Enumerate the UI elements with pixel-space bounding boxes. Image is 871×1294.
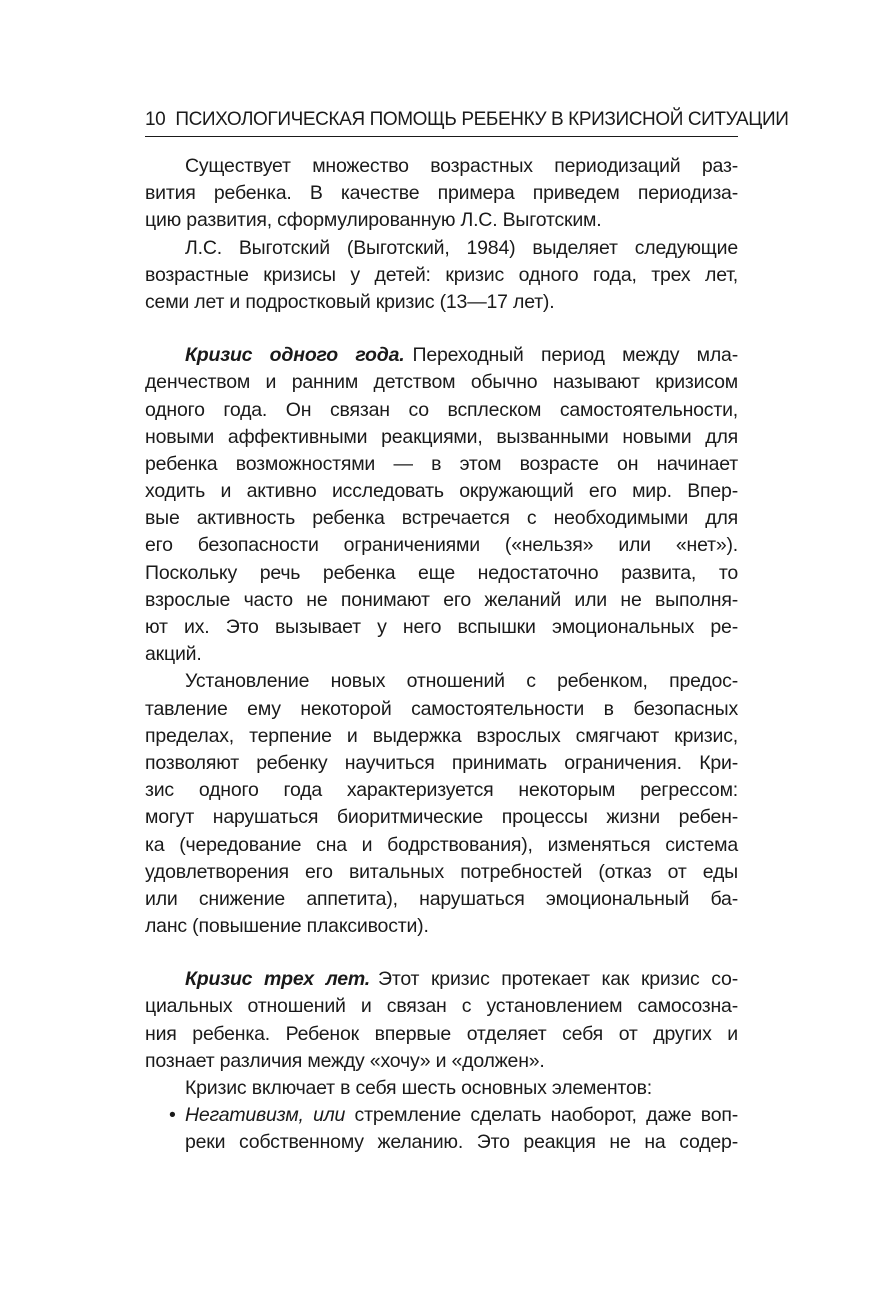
text-line: познает различия между «хочу» и «должен». [145, 1049, 545, 1072]
text-line: одного года. Он связан со всплеском самостоятельности, [145, 398, 738, 421]
text-line: • Негативизм, или стремление сделать наоборот, даже воп- [145, 1102, 738, 1129]
text-line: ния ребенка. Ребенок впервые отделяет себя от других и [145, 1022, 738, 1045]
text-line: Кризис включает в себя шесть основных элементов: [185, 1077, 652, 1099]
list-item [145, 1102, 738, 1156]
header-rule [145, 136, 738, 137]
paragraph-new-relations [145, 668, 738, 940]
text-line: Л.С. Выготский (Выготский, 1984) выделяет следующие [185, 236, 738, 259]
text-line: возрастные кризисы у детей: кризис одного года, трех лет, [145, 263, 738, 286]
text-line: ходить и активно исследовать окружающий его мир. Впер- [145, 480, 738, 503]
section-heading: Кризис трех лет. [185, 968, 370, 991]
section-crisis-three-years [145, 966, 738, 1075]
text-line: Кризис одного года. Переходный период между мла- [185, 344, 738, 367]
text-line: тавление ему некоторой самостоятельности в безопасных [145, 697, 738, 720]
text-line: ланс (повышение плаксивости). [145, 915, 429, 938]
text-line: новыми аффективными реакциями, вызванными новыми для [145, 425, 738, 448]
page-number: 10 [145, 109, 166, 130]
text-line: ка (чередование сна и бодрствования), изменяться система [145, 833, 738, 856]
text-line: могут нарушаться биоритмические процессы жизни ребен- [145, 806, 738, 829]
text-line: пределах, терпение и выдержка взрослых смягчают кризис, [145, 724, 738, 747]
text-line: вые активность ребенка встречается с необходимыми для [145, 507, 738, 530]
text-line: циальных отношений и связан с установлением самосозна- [145, 995, 738, 1018]
section-crisis-one-year [145, 342, 738, 668]
bullet-icon: • [169, 1104, 176, 1127]
body-text [145, 153, 738, 1157]
running-head [145, 107, 789, 133]
text-line: Кризис трех лет. Этот кризис протекает как кризис со- [185, 968, 738, 991]
paragraph-periodizations [145, 153, 738, 235]
paragraph-elements [145, 1075, 738, 1102]
text-line: ребенка возможностями — в этом возрасте он начинает [145, 452, 738, 475]
text-line: цию развития, сформулированную Л.С. Выготским. [145, 209, 602, 232]
section-heading: Кризис одного года. [185, 344, 405, 367]
text-line: ют их. Это вызывает у него вспышки эмоциональных ре- [145, 616, 738, 638]
text-line: акций. [145, 643, 202, 666]
text-line: семи лет и подростковый кризис (13—17 лет). [145, 290, 555, 313]
running-head-title: ПСИХОЛОГИЧЕСКАЯ ПОМОЩЬ РЕБЕНКУ В КРИЗИСНОЙ СИТУАЦИИ [175, 109, 789, 130]
text-line: удовлетворения его витальных потребностей (отказ от еды [145, 860, 738, 883]
text-line: реки собственному желанию. Это реакция не на содер- [185, 1131, 738, 1154]
paragraph-vygotsky [145, 235, 738, 317]
text-line: зис одного года характеризуется некоторым регрессом: [145, 779, 738, 802]
text-line: Существует множество возрастных периодизаций раз- [185, 155, 738, 177]
text-line: Поскольку речь ребенка еще недостаточно развита, то [145, 561, 738, 584]
text-line: взрослые часто не понимают его желаний или не выполня- [145, 588, 738, 611]
text-line: позволяют ребенку научиться принимать ограничения. Кри- [145, 751, 738, 774]
text-line: вития ребенка. В качестве примера приведем периодиза- [145, 182, 738, 205]
text-line: его безопасности ограничениями («нельзя» или «нет»). [145, 534, 738, 557]
text-line: денчеством и ранним детством обычно называют кризисом [145, 371, 738, 394]
term-italic: Негативизм, или [185, 1104, 346, 1127]
text-line: или снижение аппетита), нарушаться эмоциональный ба- [145, 887, 738, 910]
text-line: Установление новых отношений с ребенком, предос- [185, 670, 738, 693]
